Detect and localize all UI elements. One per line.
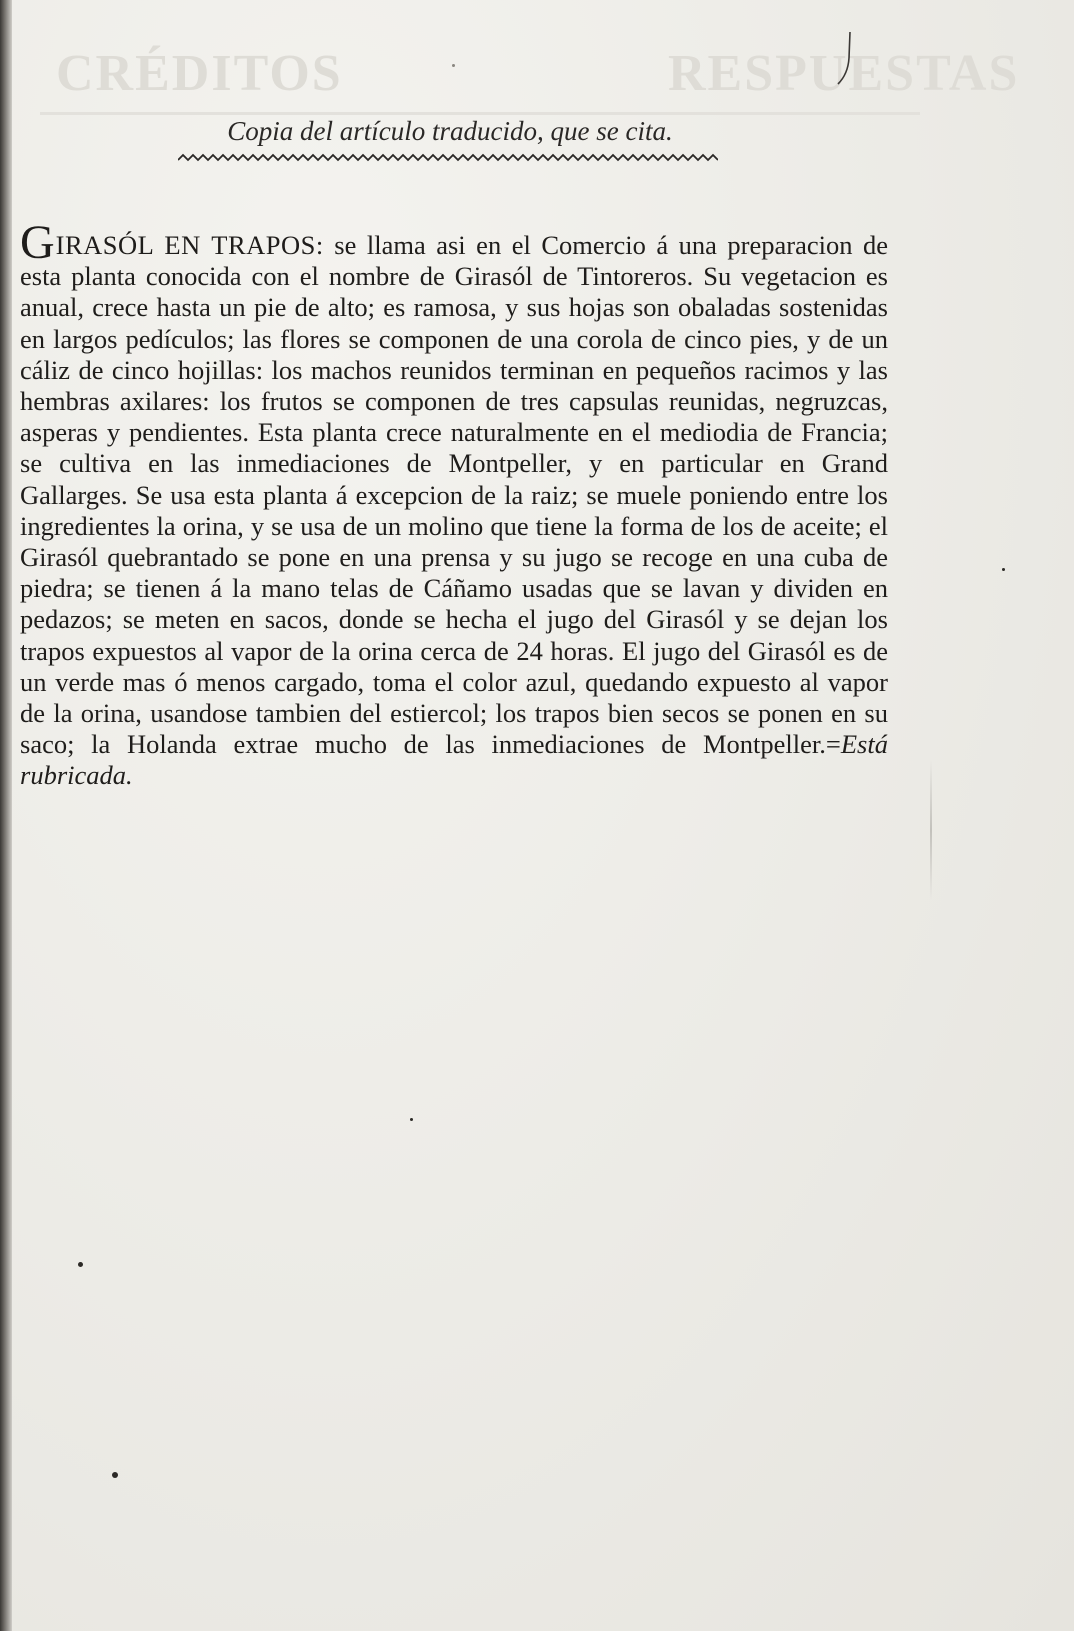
ink-speck: [112, 1472, 118, 1478]
ink-speck: [78, 1262, 83, 1267]
bleed-through-heading-right: RESPUESTAS: [668, 45, 1020, 102]
bleed-through-heading-left: CRÉDITOS: [56, 45, 343, 102]
drop-cap: G: [20, 216, 55, 269]
wavy-rule-ornament: [178, 152, 718, 164]
signature-note: Está rubricada.: [20, 729, 888, 791]
bleed-through-rule: [40, 112, 920, 115]
article-body: [20, 216, 888, 792]
article-paragraph: [20, 216, 888, 792]
page-edge-shadow: [0, 0, 12, 1631]
article-heading: Copia del artículo traducido, que se cita.: [227, 116, 673, 146]
article-lead-caps: IRASÓL EN TRAPOS:: [55, 230, 324, 260]
ink-speck: [452, 64, 455, 67]
ink-speck: [1002, 568, 1005, 571]
pencil-mark-icon: [836, 30, 856, 86]
ink-speck: [410, 1118, 413, 1121]
paper-crease: [930, 760, 932, 900]
article-text: se llama asi en el Comercio á una preparacion de esta planta conocida con el nombre de Girasól de Tintoreros. Su vegetacion es anual, crece hasta un pie de alto; es ramosa, y sus hojas son obaladas sostenidas en largos pedículos; las flores se componen de una corola de cinco pies, y de un cáliz de cinco hojillas: los machos reunidos terminan en pequeños racimos y las hembras axilares: los frutos se componen de tres capsulas reunidas, negruzcas, asperas y pendientes. Esta planta crece naturalmente en el mediodia de Francia; se cultiva en las inmediaciones de Montpeller, y en particular en Grand Gallarges. Se usa esta planta á excepcion de la raiz; se muele poniendo entre los ingredientes la orina, y se usa de un molino que tiene la forma de los de aceite; el Girasól quebrantado se pone en una prensa y su jugo se recoge en una cuba de piedra; se tienen á la mano telas de Cáñamo usadas que se lavan y dividen en pedazos; se meten en sacos, donde se hecha el jugo del Girasól y se dejan los trapos expuestos al vapor de la orina cerca de 24 horas. El jugo del Girasól es de un verde mas ó menos cargado, toma el color azul, quedando expuesto al vapor de la orina, usandose tambien del estiercol; los trapos bien secos se ponen en su saco; la Holanda extrae mucho de las inmediaciones de Montpeller.: [20, 230, 888, 760]
signature-separator: =: [825, 729, 841, 760]
